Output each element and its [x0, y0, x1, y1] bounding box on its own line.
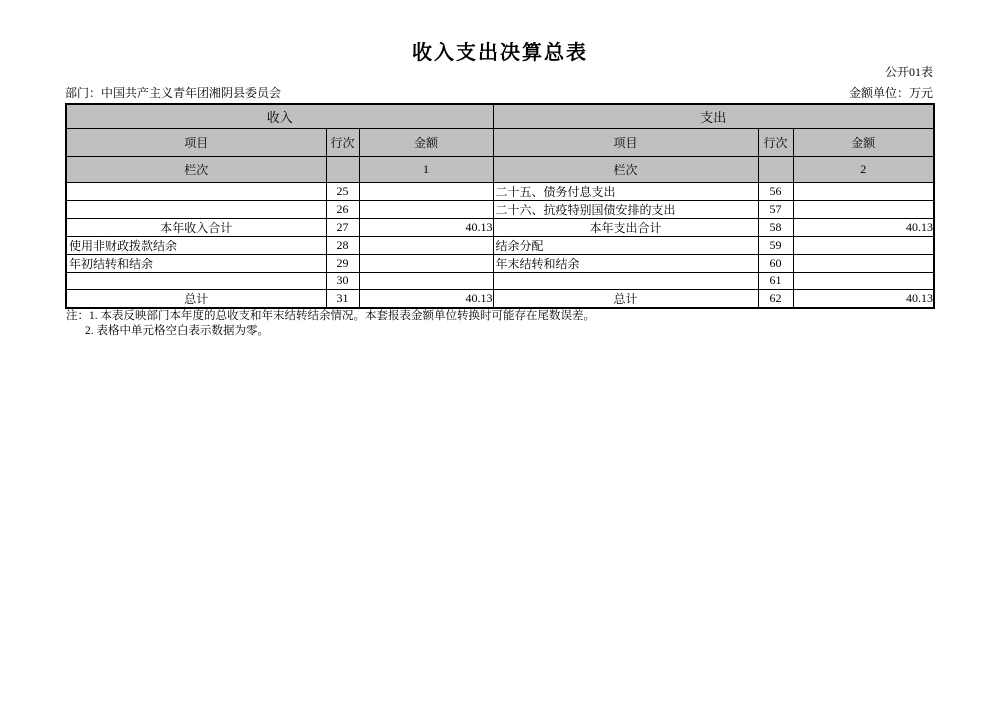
table-row — [66, 182, 934, 200]
table-body — [66, 182, 934, 308]
department-label: 部门：中国共产主义青年团湘阴县委员会 — [65, 86, 282, 100]
expense-amount-cell: 40.13 — [793, 218, 934, 236]
expense-rowno-cell: 60 — [758, 254, 793, 272]
income-section-header: 收入 — [66, 104, 493, 128]
expense-amount-header: 金额 — [793, 128, 934, 156]
income-amount-cell — [359, 236, 493, 254]
expense-section-header: 支出 — [493, 104, 934, 128]
table-row — [66, 272, 934, 290]
income-item-cell — [66, 272, 326, 290]
income-amount-cell: 40.13 — [359, 218, 493, 236]
budget-summary-table — [65, 103, 935, 309]
note-line-2: 2. 表格中单元格空白表示数据为零。 — [85, 325, 269, 337]
expense-amount-cell — [793, 272, 934, 290]
income-rowno-cell: 28 — [326, 236, 359, 254]
expense-rowno-cell: 61 — [758, 272, 793, 290]
expense-rowno-cell: 62 — [758, 290, 793, 309]
expense-item-cell: 结余分配 — [493, 236, 758, 254]
expense-rowno-header: 行次 — [758, 128, 793, 156]
table-row — [66, 236, 934, 254]
expense-rowno-cell: 59 — [758, 236, 793, 254]
expense-amount-cell — [793, 236, 934, 254]
expense-item-cell: 二十五、债务付息支出 — [493, 182, 758, 200]
expense-item-cell: 二十六、抗疫特别国债安排的支出 — [493, 200, 758, 218]
income-rowno-cell: 27 — [326, 218, 359, 236]
income-rowno-cell: 25 — [326, 182, 359, 200]
income-item-cell — [66, 200, 326, 218]
expense-rowno-cell: 57 — [758, 200, 793, 218]
expense-item-cell — [493, 272, 758, 290]
income-rowno-cell: 30 — [326, 272, 359, 290]
income-rowno-cell: 26 — [326, 200, 359, 218]
expense-amount-cell — [793, 182, 934, 200]
income-item-cell: 使用非财政拨款结余 — [66, 236, 326, 254]
notes — [66, 309, 595, 339]
expense-column-index-label: 栏次 — [493, 156, 758, 182]
income-rowno-header: 行次 — [326, 128, 359, 156]
page-title: 收入支出决算总表 — [412, 42, 588, 64]
table-row — [66, 254, 934, 272]
unit-label: 金额单位：万元 — [848, 86, 933, 100]
income-column-index-empty — [326, 156, 359, 182]
table-row — [66, 290, 934, 309]
meta-row — [65, 84, 933, 101]
income-item-cell: 年初结转和结余 — [66, 254, 326, 272]
doc-code-label: 公开01表 — [884, 65, 933, 79]
income-amount-cell — [359, 200, 493, 218]
income-item-header: 项目 — [66, 128, 326, 156]
column-header-row — [66, 128, 934, 156]
expense-column-number: 2 — [793, 156, 934, 182]
income-amount-cell: 40.13 — [359, 290, 493, 309]
income-column-number: 1 — [359, 156, 493, 182]
expense-rowno-cell: 58 — [758, 218, 793, 236]
income-amount-header: 金额 — [359, 128, 493, 156]
expense-amount-cell — [793, 200, 934, 218]
table-row — [66, 218, 934, 236]
income-amount-cell — [359, 272, 493, 290]
income-item-cell — [66, 182, 326, 200]
expense-item-cell: 年末结转和结余 — [493, 254, 758, 272]
expense-amount-cell: 40.13 — [793, 290, 934, 309]
section-header-row — [66, 104, 934, 128]
expense-item-cell: 本年支出合计 — [493, 218, 758, 236]
income-amount-cell — [359, 182, 493, 200]
income-rowno-cell: 31 — [326, 290, 359, 309]
expense-amount-cell — [793, 254, 934, 272]
income-item-cell: 本年收入合计 — [66, 218, 326, 236]
note-line-1: 注：1. 本表反映部门本年度的总收支和年末结转结余情况。本套报表金额单位转换时可能存在尾数误差。 — [66, 310, 595, 322]
column-index-row — [66, 156, 934, 182]
income-amount-cell — [359, 254, 493, 272]
expense-rowno-cell: 56 — [758, 182, 793, 200]
income-item-cell: 总计 — [66, 290, 326, 309]
income-rowno-cell: 29 — [326, 254, 359, 272]
expense-column-index-empty — [758, 156, 793, 182]
income-column-index-label: 栏次 — [66, 156, 326, 182]
expense-item-header: 项目 — [493, 128, 758, 156]
expense-item-cell: 总计 — [493, 290, 758, 309]
table-row — [66, 200, 934, 218]
